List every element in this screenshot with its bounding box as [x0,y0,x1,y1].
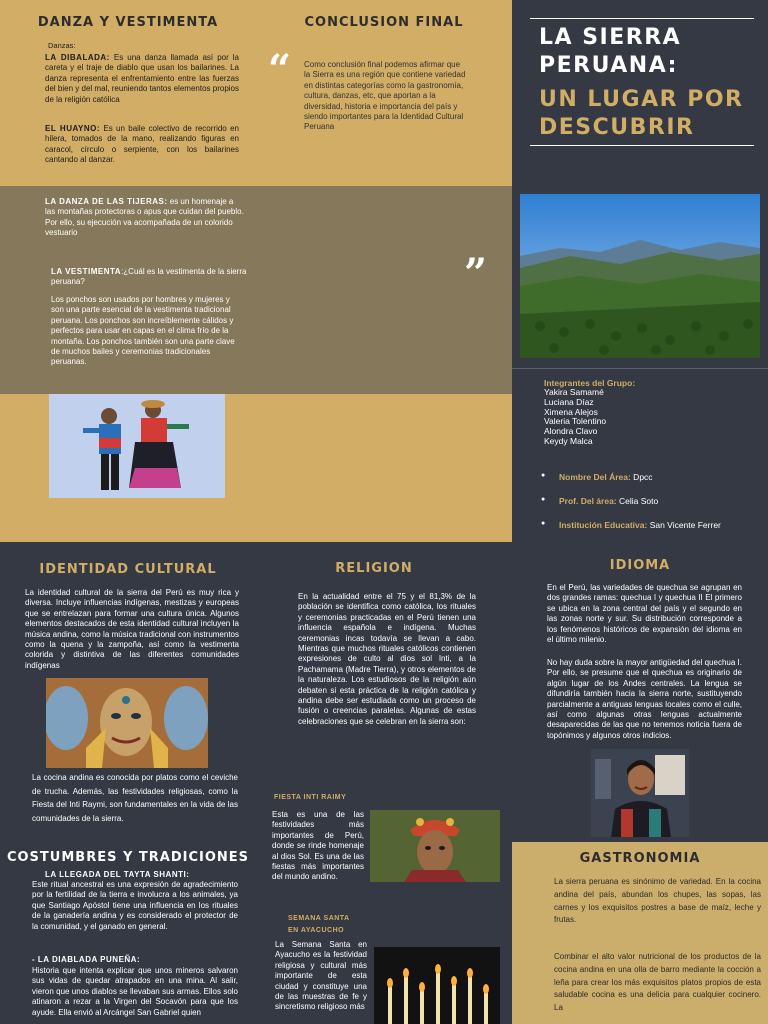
danza-section [0,0,256,186]
tijeras-section [0,186,256,394]
cover-title-line1: LA SIERRA [539,25,682,50]
info-school-value: San Vicente Ferrer [647,520,721,530]
identidad-title: IDENTIDAD CULTURAL [39,562,217,577]
conclusion-section [256,0,512,186]
semana-title-line2: EN AYACUCHO [288,927,345,934]
semana-title [288,913,350,937]
member-2: Luciana Díaz [544,396,594,407]
cover-section [512,0,768,368]
costumbres-section [0,842,256,1024]
costumbres-title: COSTUMBRES Y TRADICIONES [6,850,250,865]
inti-title: FIESTA INTI RAIMY [274,794,347,801]
group-block [544,378,635,447]
dancers-photo [49,394,225,498]
religion-text: En la actualidad entre el 75 y el 81,3% de la población se identifica como católica, los rituales y ceremonias practicadas en el Perú tienen una influencia española e indígena. Muchas ceremonias incas todavía se llevan a cabo. Mientras que muchos rituales católicos contienen expresiones de culto al dios sol Inti, a la Pachamama (Madre Tierra), y otros elementos de la naturaleza. Los estudiosos de la religión aún debaten si esta práctica de la religión católica y andina debe ser estudiada como un proceso de fusión o creencias paralelas. Algunas de estas celebraciones que se celebran en la sierra son: [298,592,476,726]
tijeras-text: es un homenaje a las montañas protectoras o apus que cuidan del pueblo. Por ello, su ejecución va acompañada de un colorido vestuario [45,197,244,238]
member-5: Alondra Clavo [544,426,598,437]
idioma-p1: En el Perú, las variedades de quechua se agrupan en dos grandes ramas: quechua I y quechua II El primero se ubica en la zona central del país y el segundo en las zonas norte y sur. Su distribución corresponde a los fenómenos históricos de expansión del idioma en el último milenio. [547,583,742,645]
huayno-text: Es un baile colectivo de recorrido en hilera, tomados de la mano, realizando figuras en caracol, círculo o serpiente, con los bailarines cantando al danzar. [45,124,239,165]
conclusion-spacer-1 [256,186,512,394]
member-4: Valeria Tolentino [544,416,607,427]
conclusion-title: CONCLUSION FINAL [304,15,464,30]
mountains-photo [520,194,760,358]
inti-text: Esta es una de las festividades más importantes de Perú, donde se rinde homenaje al dios Sol. Es una de las fiestas más importantes del mundo andino. [272,810,364,882]
huayno-label: EL HUAYNO: [45,124,101,133]
info-school-label: Institución Educativa: [559,520,648,530]
identidad-section [0,542,256,842]
conclusion-spacer-2 [256,394,512,542]
candles-photo [374,947,500,1024]
cover-subtitle [539,86,743,142]
group-label: Integrantes del Grupo: [544,378,636,388]
cover-rule-top [530,18,754,19]
semana-title-line1: SEMANA SANTA [288,915,350,922]
cover-rule-bottom [530,145,754,146]
info-prof [541,496,721,506]
identidad-text: La identidad cultural de la sierra del Perú es muy rica y diversa. Incluye influencias indígenas, mestizas y europeas que se entrelazan para formar una cultura única. Algunos elementos destacados de esta identidad cultural incluyen la música andina, como la música tradicional con instrumentos como la quena y la zampoña, así como la vestimenta colorida y distintiva de las diferentes comunidades indígenas [25,588,239,670]
religion-section [256,542,512,1024]
gastronomia-p2: Combinar el alto valor nutricional de los productos de la cocina andina en una olla de barro mediante la cocción a leña para crear los más exquisitos platos propios de esta saludable cocina es una delicia para cualquier cocinero. La [554,952,761,1013]
inti-photo [370,810,500,882]
info-area-value: Dpcc [630,472,653,482]
info-prof-value: Celia Soto [616,496,659,506]
group-members [544,388,635,447]
dibalada-paragraph [45,53,239,105]
cover-subtitle-line2: DESCUBRIR [539,115,695,140]
tijeras-paragraph [45,197,245,239]
info-list [541,472,721,542]
idioma-p2: No hay duda sobre la mayor antigüedad del quechua I. Por ello, se presume que el quechua es originario de algún lugar de los Andes centrales. La lengua se difundiría también hacia la sierra norte, sustituyendo parcialmente a antiguas lenguas locales como el culle, así como algunas otras lenguas actualmente desaparecidas de las que no tenemos noticia fuera de topónimos y algunos otros indicios. [547,658,742,740]
idioma-title: IDIOMA [609,558,671,573]
cocina-text: La cocina andina es conocida por platos como el ceviche de trucha. Además, las festividades religiosas, como la Fiesta del Inti Raymi, son fundamentales en la vida de las comunidades de la sierra. [32,773,238,823]
tayta-label: LA LLEGADA DEL TAYTA SHANTI: [45,870,190,879]
info-prof-label: Prof. Del área: [559,496,617,506]
vestimenta-text: Los ponchos son usados por hombres y mujeres y son una parte esencial de la vestimenta tradicional peruana. Los ponchos son increíblemente cálidos y perfectos para usar en capas en el clima frío de la montaña. Los ponchos también son una parte clave de muchos bailes y ceremonias tradicionales peruanas. [51,295,235,367]
cover-title [539,24,681,80]
dancers-section [0,394,256,542]
huayno-paragraph [45,124,239,166]
vestimenta-question [51,267,247,288]
info-area-label: Nombre Del Área: [559,472,631,482]
member-6: Keydy Malca [544,435,593,446]
info-section [512,368,768,542]
semana-text: La Semana Santa en Ayacucho es la festividad religiosa y cultural más importante de esta ciudad y constituye una de las muestras de fe y sincretismo religioso más [275,940,367,1012]
teacher-photo [591,749,689,837]
punena-text: Historia que intenta explicar que unos mineros salvaron sus vidas de quedar atrapados en una mina. Al salir, vieron que unos diablos se llevaban sus armas. Ellos solo atinaron a rezar a la Virgen del Socavón para que los ayude. Ella envió al Arcángel San Gabriel quien [32,966,238,1017]
member-1: Yakira Samamé [544,387,604,397]
cover-subtitle-line1: UN LUGAR POR [539,87,744,112]
punena-label: - LA DIABLADA PUNEÑA: [32,955,141,964]
tijeras-label: LA DANZA DE LAS TIJERAS: [45,197,168,206]
danza-intro: Danzas: [48,41,76,50]
cover-title-line2: PERUANA: [539,53,678,78]
dibalada-text: Es una danza llamada así por la careta y el traje de diablo que usan los bailarines. La danza representa el enfrentamiento entre las fuerzas del bien y del mal, reuniendo tantos elementos propios de la religión católica [45,53,240,104]
conclusion-text: Como conclusión final podemos afirmar que la Sierra es una región que contiene variedad en distintas categorías como la gastronomía, cultura, danzas, etc, que aportan a la diversidad, historia e importancia del país y siendo importantes para la Identidad Cultural Peruana [304,60,466,132]
idioma-section [512,542,768,842]
vestimenta-label: LA VESTIMENTA [51,267,122,276]
info-school [541,520,721,530]
gastronomia-title: GASTRONOMIA [579,851,701,866]
danza-title: DANZA Y VESTIMENTA [37,15,219,30]
close-quote-icon: ” [464,250,488,297]
gastronomia-section [512,842,768,1024]
info-area [541,472,721,482]
open-quote-icon: “ [268,46,292,93]
masks-photo [46,678,208,768]
tayta-text: Este ritual ancestral es una expresión de agradecimiento por la fertilidad de la tierra e involucra a los animales, ya que Santiago Apóstol tiene una influencia en los rituales de la ganadería andina y es considerado el protector de la comunidad, y el ganado en general. [32,880,238,931]
vestimenta-question-text: :¿Cuál es la vestimenta de la sierra peruana? [51,267,247,287]
gastronomia-p1: La sierra peruana es sinónimo de variedad. En la cocina andina del país, abundan los chupes, las sopas, las carnes y los exquisitos postres a base de maíz, leche y frutas. [554,877,761,925]
religion-title: RELIGION [335,561,413,576]
dibalada-label: LA DIBALADA: [45,53,110,62]
member-3: Ximena Alejos [544,406,598,417]
